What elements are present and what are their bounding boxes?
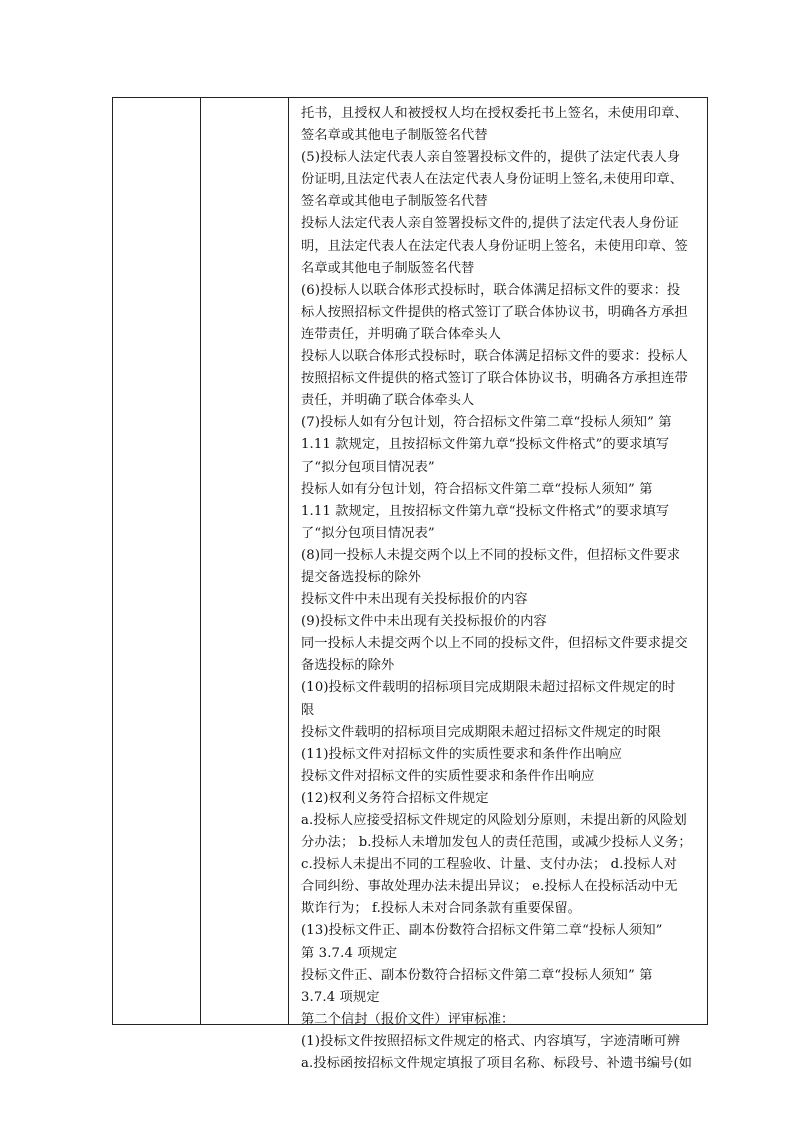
column-divider-2: [288, 98, 289, 1024]
criteria-line: (7)投标人如有分包计划，符合招标文件第二章“投标人须知” 第: [301, 415, 672, 431]
criteria-line: (8)同一投标人未提交两个以上不同的投标文件，但招标文件要求: [301, 547, 681, 563]
criteria-line: (13)投标文件正、副本份数符合招标文件第二章“投标人须知”: [301, 923, 663, 939]
criteria-line: 投标人如有分包计划，符合招标文件第二章“投标人须知” 第: [301, 481, 653, 497]
criteria-line: 投标文件载明的招标项目完成期限未超过招标文件规定的时限: [301, 724, 662, 740]
criteria-line: 限: [301, 702, 315, 718]
criteria-line: (11)投标文件对招标文件的实质性要求和条件作出响应: [301, 746, 623, 762]
criteria-line: 提交备选投标的除外: [301, 569, 422, 585]
criteria-line: 第 3.7.4 项规定: [301, 945, 398, 961]
criteria-line: 投标文件中未出现有关投标报价的内容: [301, 592, 528, 608]
criteria-line: 第二个信封（报价文件）评审标准：: [301, 1011, 515, 1027]
criteria-line: (9)投标文件中未出现有关投标报价的内容: [301, 614, 547, 630]
criteria-line: 3.7.4 项规定: [301, 989, 380, 1005]
criteria-line: (5)投标人法定代表人亲自签署投标文件的，提供了法定代表人身: [301, 150, 681, 166]
criteria-line: 备选投标的除外: [301, 658, 395, 674]
criteria-line: 合同纠纷、事故处理办法未提出异议； e.投标人在投标活动中无: [301, 879, 678, 895]
criteria-table: [112, 97, 708, 1072]
criteria-line: 分办法； b.投标人未增加发包人的责任范围，或减少投标人义务；: [301, 835, 692, 851]
criteria-line: 签名章或其他电子制版签名代替: [301, 194, 488, 210]
criteria-line: 明，且法定代表人在法定代表人身份证明上签名，未使用印章、签: [301, 238, 688, 254]
criteria-line: a.投标函按招标文件规定填报了项目名称、标段号、补遗书编号(如: [301, 1056, 693, 1072]
criteria-line: 名章或其他电子制版签名代替: [301, 260, 475, 276]
criteria-line: 投标人以联合体形式投标时，联合体满足招标文件的要求：投标人: [301, 349, 688, 365]
criteria-line: 按照招标文件提供的格式签订了联合体协议书，明确各方承担连带: [301, 371, 688, 387]
criteria-line: 份证明,且法定代表人在法定代表人身份证明上签名,未使用印章、: [301, 172, 684, 188]
criteria-line: 标人按照招标文件提供的格式签订了联合体协议书，明确各方承担: [301, 304, 688, 320]
criteria-line: 责任，并明确了联合体牵头人: [301, 393, 475, 409]
criteria-line: 1.11 款规定，且按招标文件第九章“投标文件格式”的要求填写: [301, 437, 670, 453]
criteria-line: 投标文件正、副本份数符合招标文件第二章“投标人须知” 第: [301, 967, 653, 983]
criteria-line: a.投标人应接受招标文件规定的风险划分原则，未提出新的风险划: [301, 813, 687, 828]
criteria-line: c.投标人未提出不同的工程验收、计量、支付办法； d.投标人对: [301, 857, 677, 873]
criteria-line: (10)投标文件载明的招标项目完成期限未超过招标文件规定的时: [301, 680, 676, 696]
criteria-line: 了“拟分包项目情况表”: [301, 525, 435, 541]
criteria-line: 1.11 款规定，且按招标文件第九章“投标文件格式”的要求填写: [301, 503, 670, 519]
criteria-line: (1)投标文件按照招标文件规定的格式、内容填写，字迹清晰可辨: [301, 1033, 681, 1049]
criteria-line: 投标人法定代表人亲自签署投标文件的,提供了法定代表人身份证: [301, 216, 679, 232]
criteria-line: 投标文件对招标文件的实质性要求和条件作出响应: [301, 768, 595, 784]
criteria-line: 托书，且授权人和被授权人均在授权委托书上签名，未使用印章、: [301, 106, 688, 121]
criteria-line: 签名章或其他电子制版签名代替: [301, 128, 488, 144]
criteria-line: 了“拟分包项目情况表”: [301, 459, 435, 475]
criteria-line: (6)投标人以联合体形式投标时，联合体满足招标文件的要求：投: [301, 282, 681, 298]
criteria-line: 同一投标人未提交两个以上不同的投标文件，但招标文件要求提交: [301, 636, 688, 652]
column-divider-1: [200, 98, 201, 1024]
criteria-line: (12)权利义务符合招标文件规定: [301, 790, 489, 806]
criteria-line: 欺诈行为； f.投标人未对合同条款有重要保留。: [301, 901, 581, 917]
criteria-line: 连带责任，并明确了联合体牵头人: [301, 326, 502, 342]
table-cell-criteria: [301, 103, 705, 1075]
